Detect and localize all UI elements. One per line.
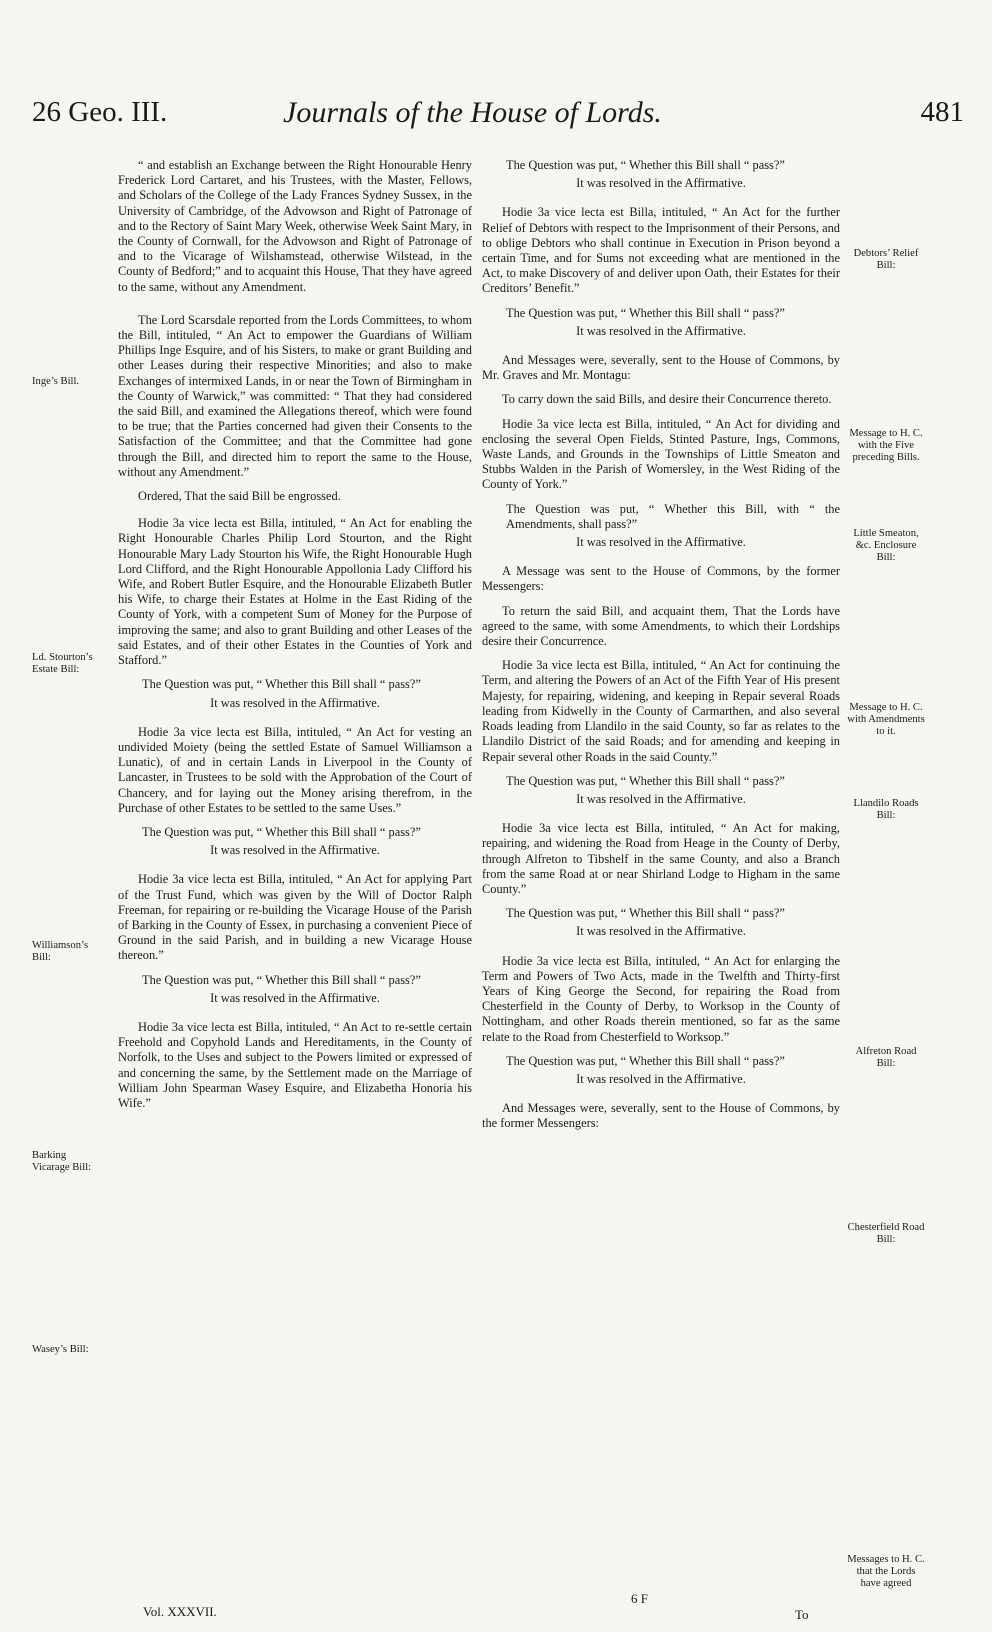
page-header	[28, 96, 968, 142]
resolution-line: It was resolved in the Affirmative.	[576, 176, 746, 191]
paragraph: Hodie 3a vice lecta est Billa, intituled, “ An Act to re-settle certain Freehold and Copyhold Lands and Hereditaments, in the County of Norfolk, to the Uses and subject to the Powers limited or expressed of and concerning the same, by the Settlement made on the Marriage of William John Spearman Wasey Esquire, and Elizabetha Honoria his Wife.”	[118, 1019, 472, 1110]
question-line: The Question was put, “ Whether this Bill shall “ pass?”	[142, 677, 421, 692]
left-column	[118, 158, 472, 1120]
paragraph: Hodie 3a vice lecta est Billa, intituled, “ An Act for making, repairing, and widening the Road from Heage in the County of Derby, through Alfreton to Tibshelf in the same County, and also a Branch from the same Road at or near Shirland Lodge to Higham in the same County.”	[482, 821, 840, 896]
resolution-line: It was resolved in the Affirmative.	[576, 1071, 746, 1086]
order-line: Ordered, That the said Bill be engrossed.	[138, 489, 341, 504]
paragraph: Hodie 3a vice lecta est Billa, intituled, “ An Act for dividing and enclosing the several Open Fields, Stinted Pasture, Ings, Commons, Waste Lands, and Grounds in the Townships of Little Smeaton and Stubbs Walden in the Parish of Womersley, in the West Riding of the County of York.”	[482, 416, 840, 492]
regnal-year: 26 Geo. III.	[32, 96, 168, 128]
margin-note: Messages to H. C. that the Lords have agreed	[847, 1554, 925, 1589]
question-line: The Question was put, “ Whether this Bill shall “ pass?”	[506, 1053, 785, 1068]
question-line: The Question was put, “ Whether this Bill shall “ pass?”	[142, 972, 421, 987]
paragraph: To carry down the said Bills, and desire their Concurrence thereto.	[502, 392, 832, 407]
resolution-line: It was resolved in the Affirmative.	[210, 990, 380, 1005]
margin-note: Inge’s Bill.	[32, 376, 80, 387]
paragraph: To return the said Bill, and acquaint them, That the Lords have agreed to the same, with some Amendments, to which their Lordships desire their Concurrence.	[482, 603, 840, 649]
paragraph: And Messages were, severally, sent to the House of Commons, by the former Messengers:	[482, 1101, 840, 1131]
margin-note: Debtors’ Relief Bill:	[853, 248, 919, 271]
resolution-line: It was resolved in the Affirmative.	[576, 323, 746, 338]
margin-note: Chesterfield Road Bill:	[847, 1222, 925, 1245]
paragraph: Hodie 3a vice lecta est Billa, intituled, “ An Act for the further Relief of Debtors with respect to the Imprisonment of their Persons, and to oblige Debtors who shall continue in Execution in Prison beyond a certain Time, and for Sums not exceeding what are mentioned in the Act, to make Discovery of and deliver upon Oath, their Estates for their Creditors’ Benefit.”	[482, 205, 840, 296]
question-line: The Question was put, “ Whether this Bill shall “ pass?”	[506, 305, 785, 320]
volume-number: Vol. XXXVII.	[143, 1604, 217, 1619]
right-column	[482, 158, 840, 1141]
running-title: Journals of the House of Lords.	[283, 96, 662, 129]
paragraph: Hodie 3a vice lecta est Billa, intituled, “ An Act for enabling the Right Honourable Charles Philip Lord Stourton, and the Right Honourable Mary Lady Stourton his Wife, the Right Honourable Hugh Lord Clifford, and the Right Honourable Appollonia Lady Clifford his Wife, and Robert Butler Esquire, and the Honourable Elizabeth Butler his Wife, to charge their Estates at Holme in the East Riding of the County of York, with a competent Sum of Money for the Purpose of improving the same; and also to grant Building and other Leases of the said Estates, and of their other Estates in the Counties of York and Stafford.”	[118, 516, 472, 668]
page-number: 481	[920, 96, 964, 128]
margin-note: Barking Vicarage Bill:	[32, 1150, 92, 1173]
paragraph: Hodie 3a vice lecta est Billa, intituled, “ An Act for applying Part of the Trust Fund, which was given by the Will of Doctor Ralph Freeman, for repairing or re-building the Vicarage House of the Parish of Barking in the County of Essex, in purchasing a convenient Piece of Ground in the said Parish, and in building a new Vicarage House thereon.”	[118, 872, 472, 963]
signature-mark: 6 F	[631, 1591, 648, 1606]
margin-note: Alfreton Road Bill:	[855, 1046, 917, 1069]
paragraph: Hodie 3a vice lecta est Billa, intituled, “ An Act for enlarging the Term and Powers of Two Acts, made in the Twelfth and Thirty-first Years of King George the Second, for repairing the Road from Chesterfield in the County of Derby, to Worksop in the County of Nottingham, and other Roads therein mentioned, so far as the same relate to the Road from Chesterfield to Worksop.”	[482, 953, 840, 1044]
margin-note: Williamson’s Bill:	[32, 940, 89, 963]
paragraph: And Messages were, severally, sent to the House of Commons, by Mr. Graves and Mr. Montagu:	[482, 353, 840, 383]
margin-note: Little Smeaton, &c. Enclosure Bill:	[853, 528, 919, 563]
margin-note: Ld. Stourton’s Estate Bill:	[32, 652, 93, 675]
resolution-line: It was resolved in the Affirmative.	[576, 924, 746, 939]
paragraph: “ and establish an Exchange between the Right Honourable Henry Frederick Lord Cartaret, and his Trustees, with the Master, Fellows, and Scholars of the College of the Lady Frances Sydney Sussex, in the University of Cambridge, of the Advowson and Right of Patronage of and to the Rectory of Saint Mary Week, otherwise Week Saint Mary, in the County of Cornwall, for the Advowson and Right of Patronage of and to the Vicarage of Wilshamstead, otherwise Wilstead, in the County of Bedford;” and to acquaint this House, That they have agreed to the same, without any Amendment.	[118, 158, 472, 294]
margin-note: Message to H. C. with the Five preceding Bills.	[849, 428, 923, 463]
resolution-line: It was resolved in the Affirmative.	[210, 843, 380, 858]
paragraph: A Message was sent to the House of Commons, by the former Messengers:	[482, 564, 840, 594]
question-line: The Question was put, “ Whether this Bill shall “ pass?”	[506, 158, 785, 172]
resolution-line: It was resolved in the Affirmative.	[576, 535, 746, 550]
margin-note: Message to H. C. with Amendments to it.	[847, 702, 925, 737]
resolution-line: It was resolved in the Affirmative.	[576, 791, 746, 806]
question-line: The Question was put, “ Whether this Bill shall “ pass?”	[142, 824, 421, 839]
question-line: The Question was put, “ Whether this Bill shall “ pass?”	[506, 906, 785, 921]
paragraph: Hodie 3a vice lecta est Billa, intituled, “ An Act for vesting an undivided Moiety (being the settled Estate of Samuel Williamson a Lunatic), of and in certain Lands in Liverpool in the County of Lancaster, in Trustees to be sold with the Approbation of the Court of Chancery, and for laying out the Money arising therefrom, in the Purchase of other Estates to be settled to the same Uses.”	[118, 724, 472, 815]
question-line: The Question was put, “ Whether this Bill, with “ the Amendments, shall pass?”	[506, 501, 840, 531]
paragraph: Hodie 3a vice lecta est Billa, intituled, “ An Act for continuing the Term, and altering the Powers of an Act of the Fifth Year of His present Majesty, for repairing, widening, and keeping in Repair several Roads leading from Kidwelly in the County of Carmarthen, and also several Roads leading from Llandilo in the said County, so far as relates to the Llandilo District of the said Roads; and for amending and keeping in Repair several other Roads in the said County.”	[482, 658, 840, 764]
paragraph: The Lord Scarsdale reported from the Lords Committees, to whom the Bill, intituled, “ An Act to empower the Guardians of William Phillips Inge Esquire, and of his Sisters, to make or grant Building and other Leases during their respective Minorities; and also to make Exchanges of intermixed Lands, in or near the Town of Birmingham in the County of Warwick,” was committed: “ That they had considered the said Bill, and examined the Allegations thereof, which were found to be true; that the Parties concerned had given their Consents to the Satisfaction of the Committee; and that the Committee had gone through the Bill, and directed him to report the same to the House, without any Amendment.”	[118, 312, 472, 479]
catchword: To	[795, 1607, 809, 1622]
resolution-line: It was resolved in the Affirmative.	[210, 695, 380, 710]
margin-note: Llandilo Roads Bill:	[853, 798, 919, 821]
margin-note: Wasey’s Bill:	[32, 1344, 89, 1355]
question-line: The Question was put, “ Whether this Bill shall “ pass?”	[506, 773, 785, 788]
